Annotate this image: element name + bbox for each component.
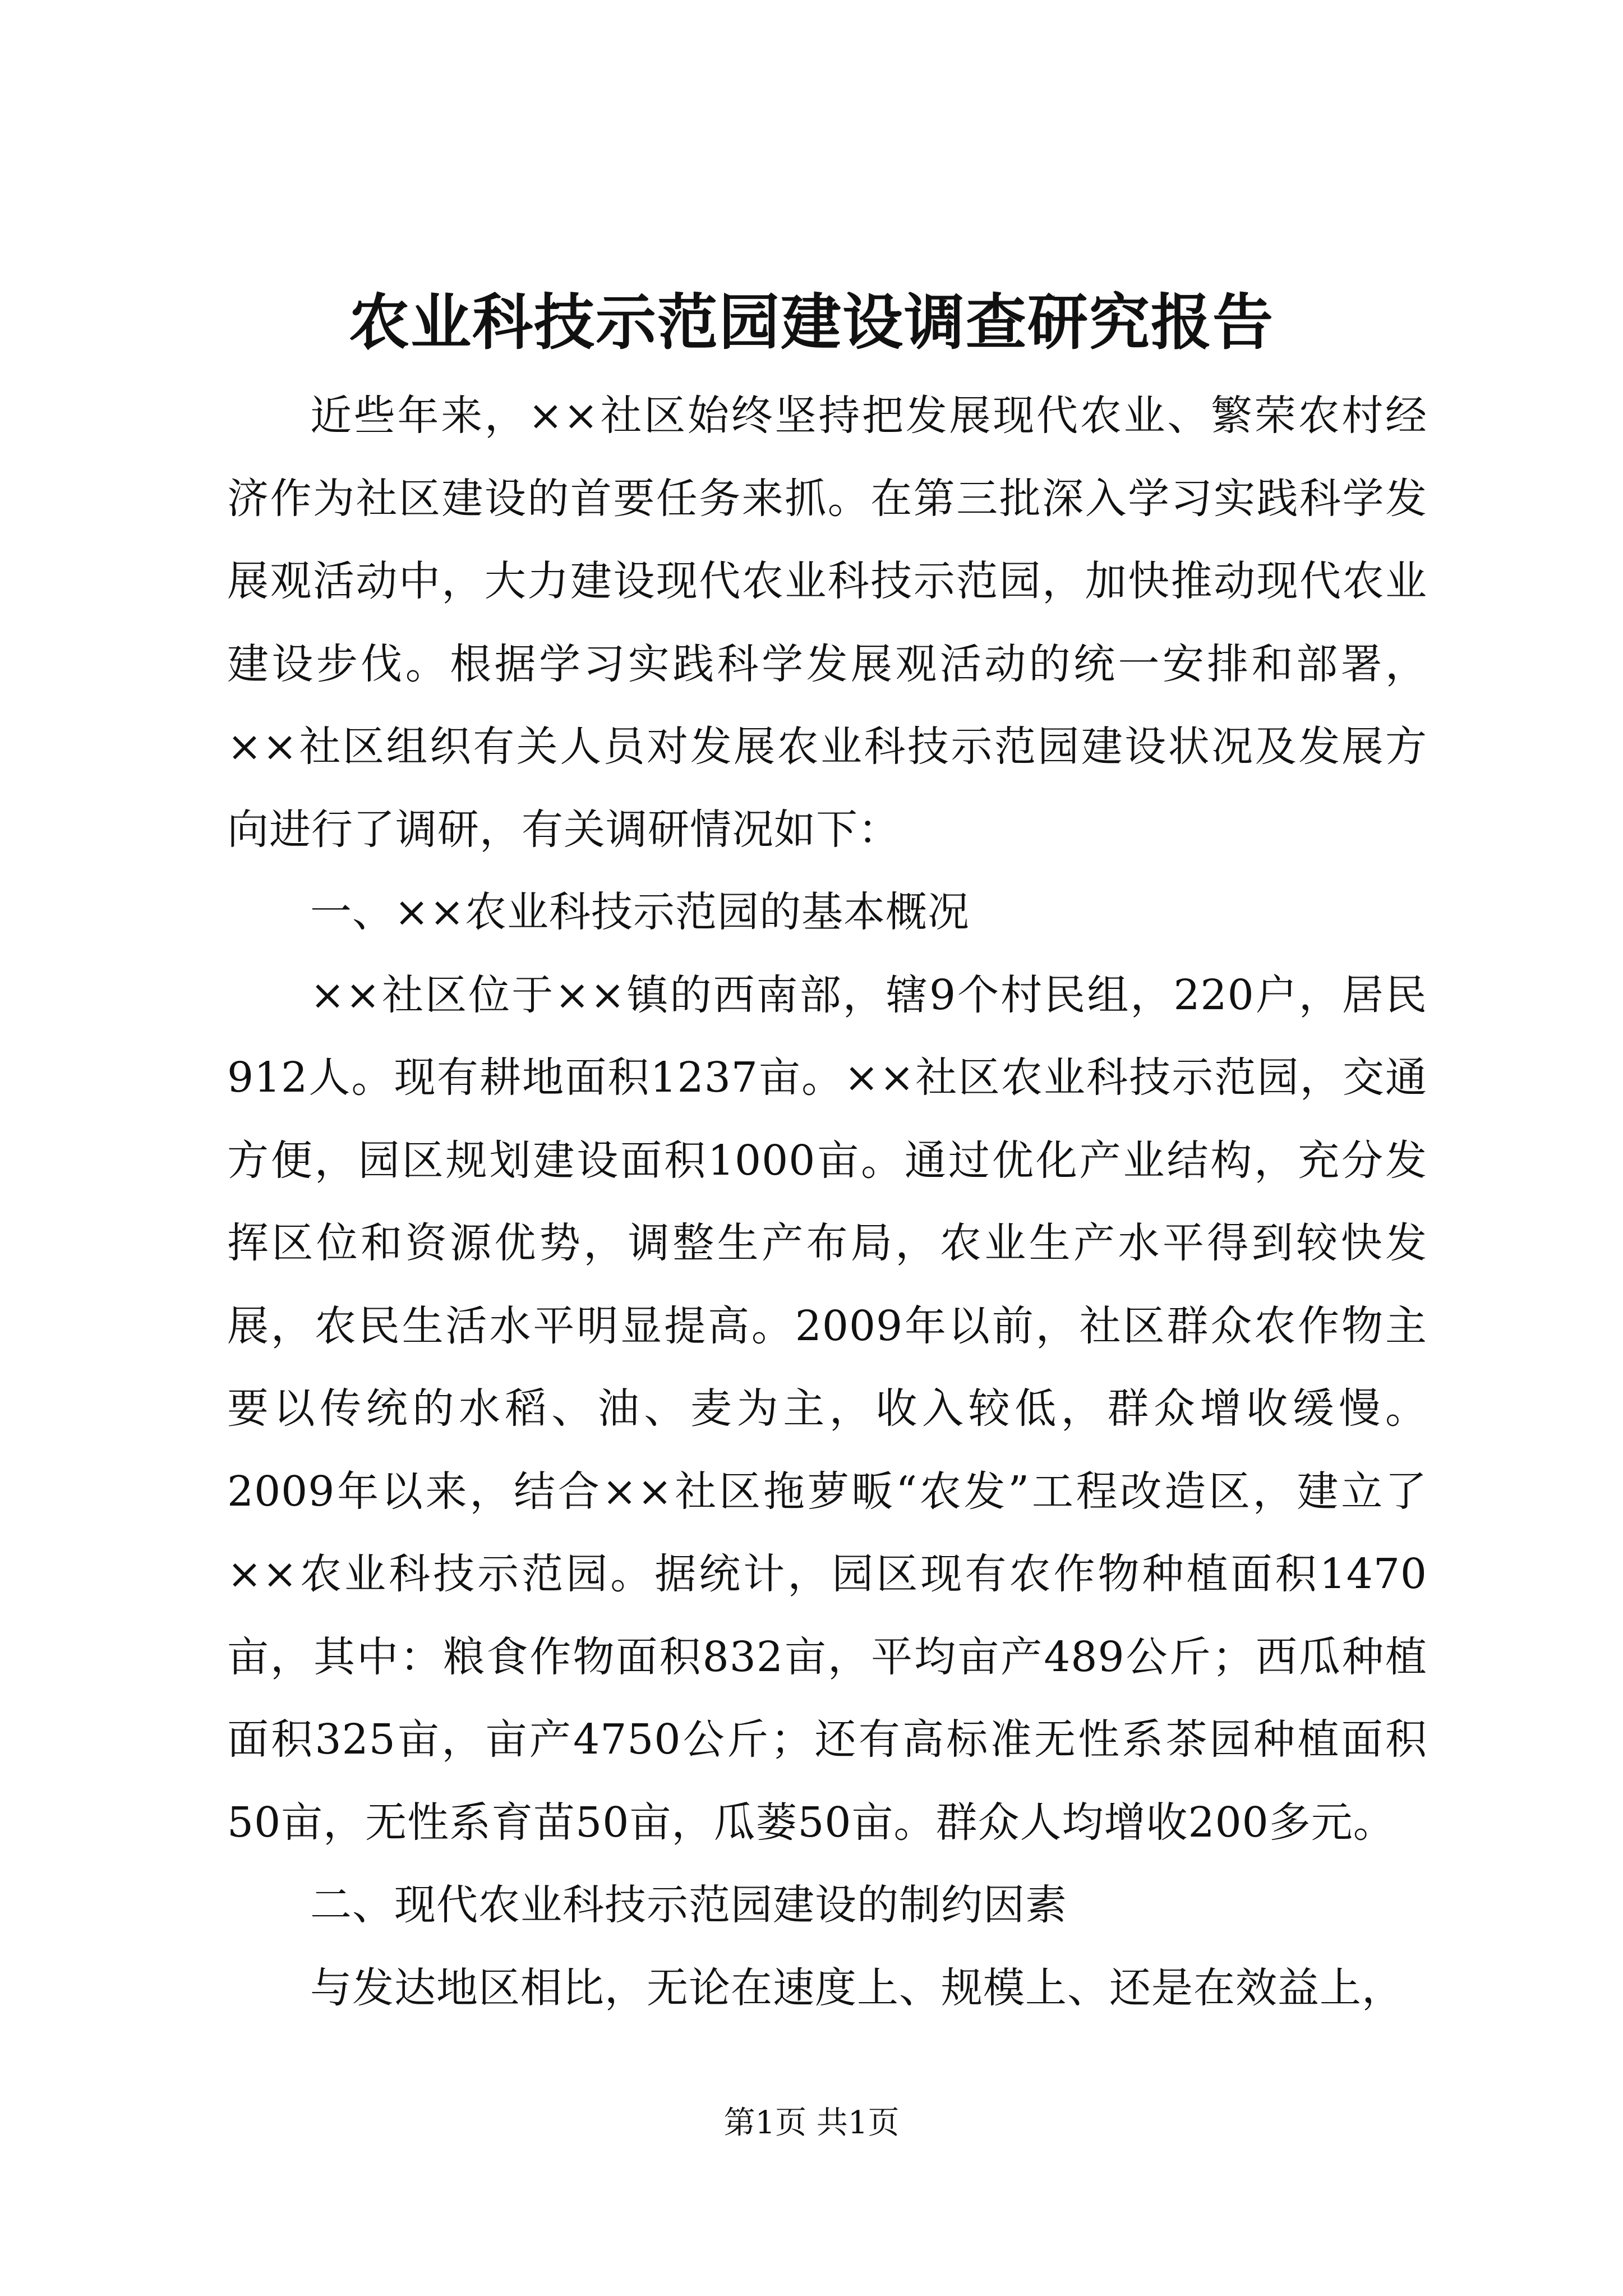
page-number-footer: 第1页 共1页 bbox=[723, 2105, 900, 2141]
paragraph-intro: 近些年来，××社区始终坚持把发展现代农业、繁荣农村经济作为社区建设的首要任务来抓。在第三批深入学习实践科学发展观活动中，大力建设现代农业科技示范园，加快推动现代农业建设步伐。根据学习实践科学发展观活动的统一安排和部署，××社区组织有关人员对发展农业科技示范园建设状况及发展方向进行了调研，有关调研情况如下： bbox=[227, 392, 1427, 854]
paragraph-overview: ××社区位于××镇的西南部，辖9个村民组，220户，居民912人。现有耕地面积1237亩。××社区农业科技示范园，交通方便，园区规划建设面积1000亩。通过优化产业结构，充分发挥区位和资源优势，调整生产布局，农业生产水平得到较快发展，农民生活水平明显提高。2009年以前，社区群众农作物主要以传统的水稻、油、麦为主，收入较低，群众增收缓慢。2009年以来，结合××社区拖萝畈“农发”工程改造区，建立了××农业科技示范园。据统计，园区现有农作物种植面积1470亩，其中：粮食作物面积832亩，平均亩产489公斤；西瓜种植面积325亩，亩产4750公斤；还有高标准无性系茶园种植面积50亩，无性系育苗50亩，瓜蒌50亩。群众人均增收200多元。 bbox=[227, 970, 1427, 1847]
section-heading-1: 一、××农业科技示范园的基本概况 bbox=[310, 888, 970, 936]
section-heading-2: 二、现代农业科技示范园建设的制约因素 bbox=[310, 1881, 1067, 1929]
document-title: 农业科技示范园建设调查研究报告 bbox=[348, 287, 1274, 358]
paragraph-constraints: 与发达地区相比，无论在速度上、规模上、还是在效益上， bbox=[310, 1963, 1404, 2012]
document-body bbox=[227, 375, 1427, 2030]
